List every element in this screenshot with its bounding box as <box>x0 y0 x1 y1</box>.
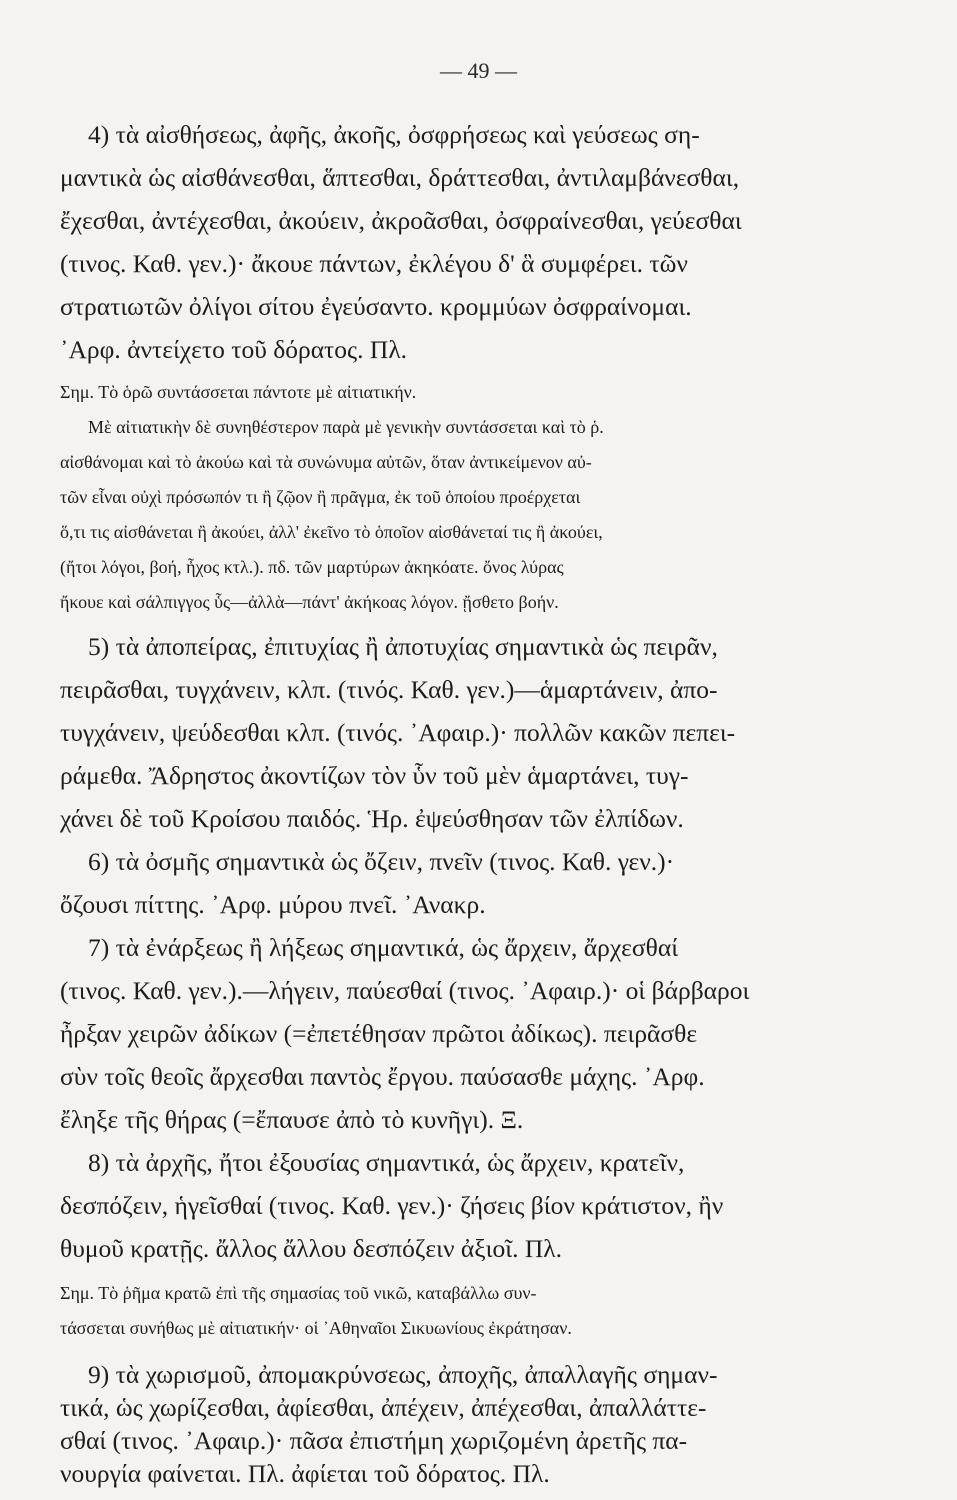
text-line: 8) τὰ ἀρχῆς, ἤτοι ἐξουσίας σημαντικά, ὡς ἄρχειν, κρατεῖν, <box>88 1148 685 1177</box>
text-line: νουργία φαίνεται. Πλ. ἀφίεται τοῦ δόρατος. Πλ. <box>60 1459 550 1488</box>
text-line: ράμεθα. Ἄδρηστος ἀκοντίζων τὸν ὗν τοῦ μὲν ἁμαρτάνει, τυγ- <box>60 761 689 790</box>
text-line: στρατιωτῶν ὀλίγοι σίτου ἐγεύσαντο. κρομμύων ὀσφραίνομαι. <box>60 292 692 321</box>
note-line: αἰσθάνομαι καὶ τὸ ἀκούω καὶ τὰ συνώνυμα αὐτῶν, ὅταν ἀντικείμενον αὐ- <box>60 452 592 472</box>
text-line: σθαί (τινος. ᾿Αφαιρ.)· πᾶσα ἐπιστήμη χωριζομένη ἀρετῆς πα- <box>60 1426 688 1455</box>
text-line: ἔληξε τῆς θήρας (=ἔπαυσε ἀπὸ τὸ κυνῆγι). Ξ. <box>60 1105 524 1134</box>
text-line: 7) τὰ ἐνάρξεως ἢ λήξεως σημαντικά, ὡς ἄρχειν, ἄρχεσθαί <box>88 933 679 962</box>
note-line: Μὲ αἰτιατικὴν δὲ συνηθέστερον παρὰ μὲ γενικὴν συντάσσεται καὶ τὸ ῥ. <box>88 417 604 437</box>
note-line: (ἤτοι λόγοι, βοή, ἦχος κτλ.). πδ. τῶν μαρτύρων ἀκηκόατε. ὄνος λύρας <box>60 557 564 577</box>
text-line: 9) τὰ χωρισμοῦ, ἀπομακρύνσεως, ἀποχῆς, ἀπαλλαγῆς σημαν- <box>88 1360 718 1389</box>
text-line: ᾿Αρφ. ἀντείχετο τοῦ δόρατος. Πλ. <box>60 335 408 364</box>
text-line: πειρᾶσθαι, τυγχάνειν, κλπ. (τινός. Καθ. γεν.)—ἁμαρτάνειν, ἀπο- <box>60 675 718 704</box>
text-line: δεσπόζειν, ἡγεῖσθαί (τινος. Καθ. γεν.)· ζήσεις βίον κράτιστον, ἢν <box>60 1191 724 1220</box>
note-line: ὅ,τι τις αἰσθάνεται ἢ ἀκούει, ἀλλ' ἐκεῖνο τὸ ὁποῖον αἰσθάνεταί τις ἢ ἀκούει, <box>60 522 603 542</box>
text-line: μαντικὰ ὡς αἰσθάνεσθαι, ἅπτεσθαι, δράττεσθαι, ἀντιλαμβάνεσθαι, <box>60 163 740 192</box>
note-line: τῶν εἶναι οὐχὶ πρόσωπόν τι ἢ ζῷον ἢ πρᾶγμα, ἐκ τοῦ ὁποίου προέρχεται <box>60 487 581 507</box>
note-line: Σημ. Τὸ ὁρῶ συντάσσεται πάντοτε μὲ αἰτιατικήν. <box>60 382 417 402</box>
text-line: χάνει δὲ τοῦ Κροίσου παιδός. Ἡρ. ἐψεύσθησαν τῶν ἐλπίδων. <box>60 804 684 833</box>
text-line: (τινος. Καθ. γεν.).—λήγειν, παύεσθαί (τινος. ᾿Αφαιρ.)· οἱ βάρβαροι <box>60 976 750 1005</box>
text-line: τυγχάνειν, ψεύδεσθαι κλπ. (τινός. ᾿Αφαιρ.)· πολλῶν κακῶν πεπει- <box>60 718 736 747</box>
text-line: ἔχεσθαι, ἀντέχεσθαι, ἀκούειν, ἀκροᾶσθαι, ὀσφραίνεσθαι, γεύεσθαι <box>60 206 742 235</box>
text-line: 5) τὰ ἀποπείρας, ἐπιτυχίας ἢ ἀποτυχίας σημαντικὰ ὡς πειρᾶν, <box>88 632 718 661</box>
text-line: τικά, ὡς χωρίζεσθαι, ἀφίεσθαι, ἀπέχειν, ἀπέχεσθαι, ἀπαλλάττε- <box>60 1393 707 1422</box>
page-number: — 49 — <box>440 58 517 83</box>
text-line: ἦρξαν χειρῶν ἀδίκων (=ἐπετέθησαν πρῶτοι ἀδίκως). πειρᾶσθε <box>60 1019 698 1048</box>
text-line: σὺν τοῖς θεοῖς ἄρχεσθαι παντὸς ἔργου. παύσασθε μάχης. ᾿Αρφ. <box>60 1062 705 1091</box>
text-line: (τινος. Καθ. γεν.)· ἄκουε πάντων, ἐκλέγου δ' ἃ συμφέρει. τῶν <box>60 249 688 278</box>
text-line: ὄζουσι πίττης. ᾿Αρφ. μύρου πνεῖ. ᾿Ανακρ. <box>60 890 486 919</box>
note-line: τάσσεται συνήθως μὲ αἰτιατικήν· οἱ ᾿Αθηναῖοι Σικυωνίους ἐκράτησαν. <box>60 1318 572 1338</box>
note-line: ἤκουε καὶ σάλπιγγος ὗς—ἀλλὰ—πάντ' ἀκήκοας λόγον. ᾔσθετο βοήν. <box>60 592 559 612</box>
text-line: θυμοῦ κρατῇς. ἄλλος ἄλλου δεσπόζειν ἀξιοῖ. Πλ. <box>60 1234 563 1263</box>
text-line: 4) τὰ αἰσθήσεως, ἀφῆς, ἀκοῆς, ὀσφρήσεως καὶ γεύσεως ση- <box>88 120 700 149</box>
note-line: Σημ. Τὸ ῥῆμα κρατῶ ἐπὶ τῆς σημασίας τοῦ νικῶ, καταβάλλω συν- <box>60 1283 537 1303</box>
text-line: 6) τὰ ὀσμῆς σημαντικὰ ὡς ὄζειν, πνεῖν (τινος. Καθ. γεν.)· <box>88 847 675 876</box>
